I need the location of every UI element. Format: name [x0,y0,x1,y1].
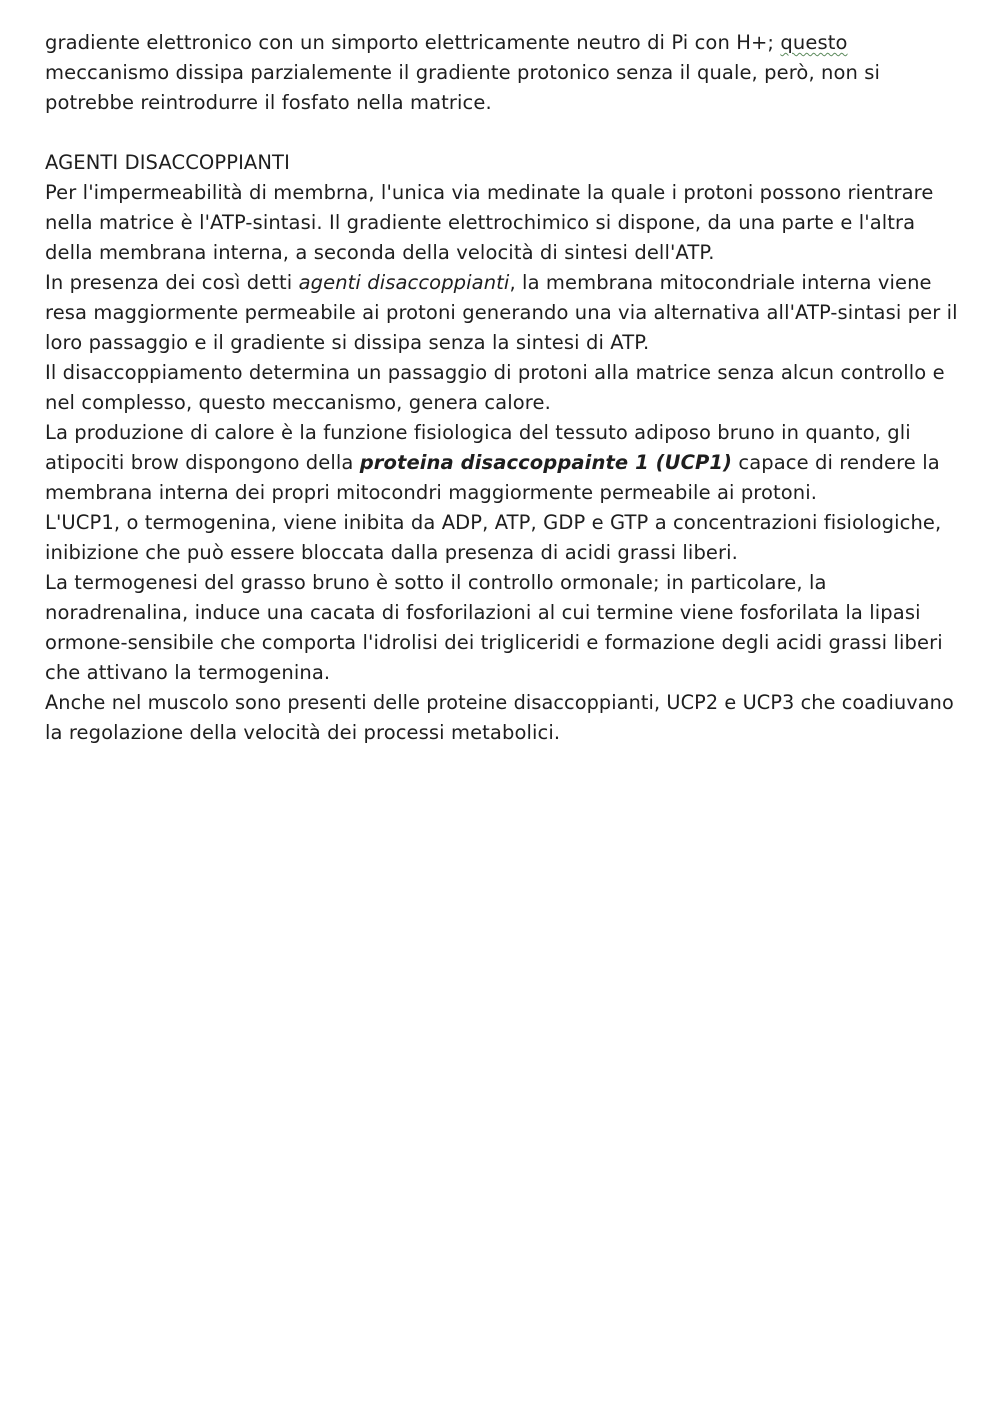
para5-line-1: L'UCP1, o termogenina, viene inibita da ADP, ATP, GDP e GTP a concentrazioni fisiologiche, [45,511,942,534]
para6-line-2: noradrenalina, induce una cacata di fosforilazioni al cui termine viene fosforilata la lipasi [45,601,921,624]
section-heading: AGENTI DISACCOPPIANTI [45,151,290,174]
spacer [45,118,965,148]
intro-line-1-text: gradiente elettronico con un simporto elettricamente neutro di Pi con H+; [45,31,775,54]
para6-line-1: La termogenesi del grasso bruno è sotto il controllo ormonale; in particolare, la [45,571,827,594]
para6-line-4: che attivano la termogenina. [45,661,331,684]
para4-line-2-after: capace di rendere la [732,451,940,474]
para2-line-3: loro passaggio e il gradiente si dissipa senza la sintesi di ATP. [45,331,650,354]
para4-strong-emphasis: proteina disaccoppainte 1 (UCP1) [359,451,733,474]
para7-line-2: la regolazione della velocità dei processi metabolici. [45,721,561,744]
intro-line-3: potrebbe reintrodurre il fosfato nella matrice. [45,91,492,114]
para1-line-2: nella matrice è l'ATP-sintasi. Il gradiente elettrochimico si dispone, da una parte e l'altra [45,211,916,234]
intro-line-2: meccanismo dissipa parzialemente il gradiente protonico senza il quale, però, non si [45,61,881,84]
para3-line-2: nel complesso, questo meccanismo, genera calore. [45,391,551,414]
para4-line-2 [45,448,965,478]
para4-line-1: La produzione di calore è la funzione fisiologica del tessuto adiposo bruno in quanto, gli [45,421,911,444]
para1-line-3: della membrana interna, a seconda della velocità di sintesi dell'ATP. [45,241,715,264]
document-body [45,28,965,748]
para2-line-2: resa maggiormente permeabile ai protoni generando una via alternativa all'ATP-sintasi per il [45,301,958,324]
para1-line-1: Per l'impermeabilità di membrna, l'unica via medinate la quale i protoni possono rientrare [45,181,934,204]
para2-emphasis: agenti disaccoppianti [298,271,510,294]
para2-line-1-after: , la membrana mitocondriale interna viene [509,271,932,294]
spellcheck-word: questo [780,31,848,54]
para6-line-3: ormone-sensibile che comporta l'idrolisi dei trigliceridi e formazione degli acidi grassi liberi [45,631,943,654]
para4-line-2-before: atipociti brow dispongono della [45,451,360,474]
para2-line-1 [45,268,965,298]
para3-line-1: Il disaccoppiamento determina un passaggio di protoni alla matrice senza alcun controllo e [45,361,945,384]
para5-line-2: inibizione che può essere bloccata dalla presenza di acidi grassi liberi. [45,541,738,564]
para4-line-3: membrana interna dei propri mitocondri maggiormente permeabile ai protoni. [45,481,818,504]
para7-line-1: Anche nel muscolo sono presenti delle proteine disaccoppianti, UCP2 e UCP3 che coadiuvano [45,691,954,714]
para2-line-1-before: In presenza dei così detti [45,271,299,294]
intro-line-1 [45,28,965,58]
